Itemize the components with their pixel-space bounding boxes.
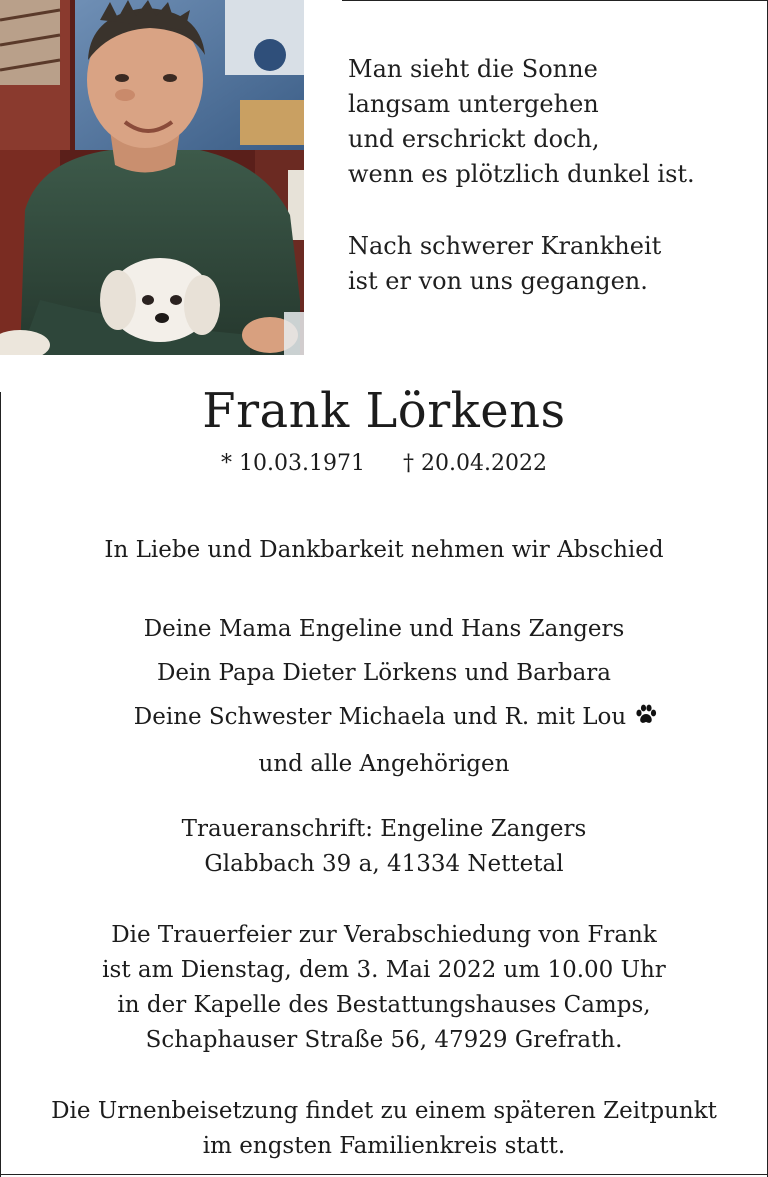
family-line: Deine Schwester Michaela und R. mit Lou	[133, 704, 627, 730]
urn-line: Die Urnenbeisetzung findet zu einem späteren Zeitpunkt	[51, 1098, 717, 1124]
poem-verse	[348, 52, 748, 299]
ceremony-info	[0, 918, 768, 1058]
farewell-line: In Liebe und Dankbarkeit nehmen wir Abschied	[104, 537, 664, 563]
verse-line: langsam untergehen	[348, 90, 599, 118]
frame-top-border	[342, 0, 768, 1]
ceremony-line: Die Trauerfeier zur Verabschiedung von Frank	[111, 922, 657, 948]
address-line: Traueranschrift: Engeline Zangers	[181, 816, 587, 842]
verse-line: ist er von uns gegangen.	[348, 267, 648, 295]
mourning-address	[0, 812, 768, 882]
portrait-photo	[0, 0, 304, 355]
verse-line: und erschrickt doch,	[348, 125, 600, 153]
verse-line: Nach schwerer Krankheit	[348, 232, 662, 260]
family-line: Dein Papa Dieter Lörkens und Barbara	[156, 660, 611, 686]
life-dates	[0, 451, 768, 476]
ceremony-line: in der Kapelle des Bestattungshauses Camps,	[117, 992, 651, 1018]
address-line: Glabbach 39 a, 41334 Nettetal	[204, 851, 564, 877]
death-date: † 20.04.2022	[403, 451, 547, 476]
urn-burial-info	[0, 1094, 768, 1164]
family-line: Deine Mama Engeline und Hans Zangers	[143, 616, 625, 642]
ceremony-line: Schaphauser Straße 56, 47929 Grefrath.	[145, 1027, 623, 1053]
urn-line: im engsten Familienkreis statt.	[202, 1133, 566, 1159]
family-line: und alle Angehörigen	[258, 751, 510, 777]
verse-line: Man sieht die Sonne	[348, 55, 598, 83]
frame-bottom-border	[0, 1174, 768, 1175]
deceased-name: Frank Lörkens	[202, 383, 566, 439]
ceremony-line: ist am Dienstag, dem 3. Mai 2022 um 10.00 Uhr	[102, 957, 666, 983]
family-list	[0, 607, 768, 786]
verse-line: wenn es plötzlich dunkel ist.	[348, 160, 695, 188]
farewell-text	[0, 537, 768, 563]
paw-print-icon	[634, 698, 658, 742]
birth-date: * 10.03.1971	[221, 451, 365, 476]
family-line-with-pet	[0, 695, 768, 742]
